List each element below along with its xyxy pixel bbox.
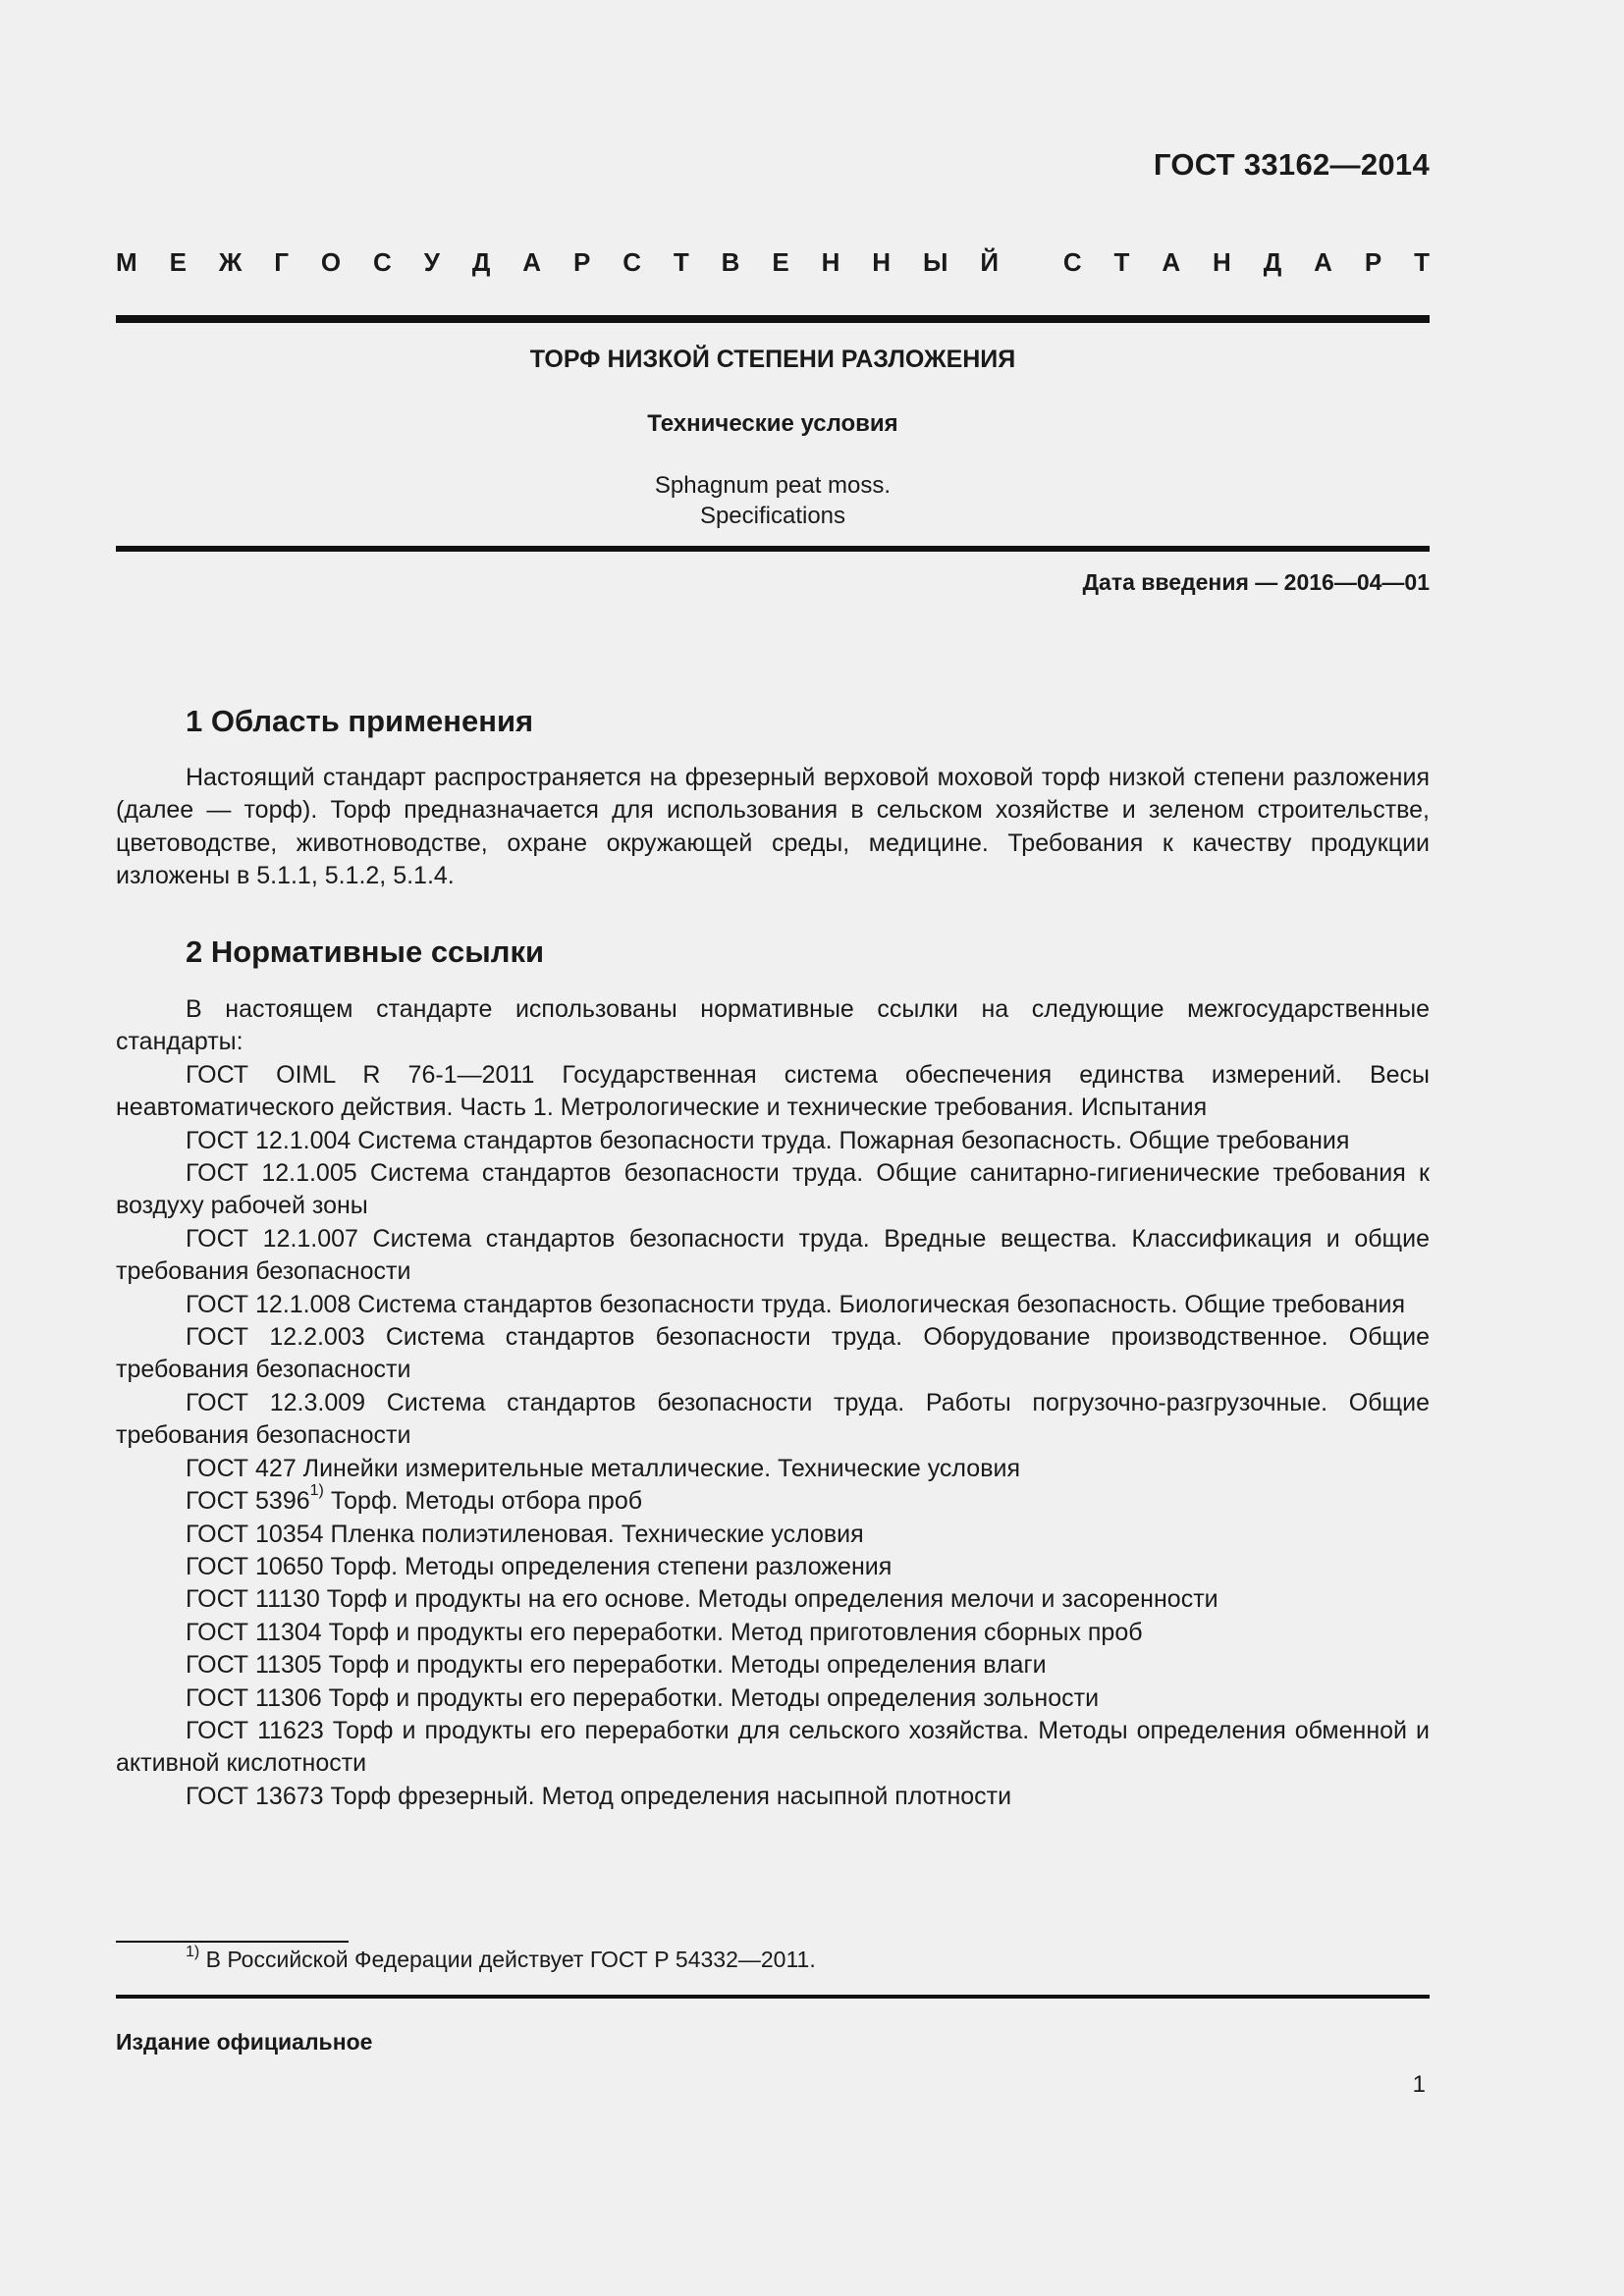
reference-item <box>116 1482 1430 1518</box>
banner-letter: В <box>721 247 740 277</box>
page-number: 1 <box>1412 2071 1426 2098</box>
banner-letter: Т <box>673 247 689 277</box>
paragraph: В настоящем стандарте использованы нормативные ссылки на следующие межгосударственные стандарты: <box>116 995 1430 1056</box>
reference-item: ГОСТ 13673 Торф фрезерный. Метод определения насыпной плотности <box>186 1782 1012 1810</box>
reference-item: ГОСТ 11623 Торф и продукты его переработки для сельского хозяйства. Методы определения обменной и активной кислотности <box>116 1716 1430 1778</box>
document-title: ТОРФ НИЗКОЙ СТЕПЕНИ РАЗЛОЖЕНИЯ <box>529 346 1016 373</box>
footnote-text: В Российской Федерации действует ГОСТ Р 54332—2011. <box>199 1947 816 1972</box>
reference-item: ГОСТ 12.1.008 Система стандартов безопасности труда. Биологическая безопасность. Общие требования <box>186 1290 1405 1318</box>
section-references-body <box>116 993 1430 1813</box>
interstate-standard-banner <box>116 247 1430 278</box>
bottom-divider <box>116 1995 1430 1999</box>
banner-letter: Н <box>821 247 840 277</box>
reference-item: ГОСТ 10650 Торф. Методы определения степени разложения <box>186 1552 893 1580</box>
reference-item: ГОСТ 12.3.009 Система стандартов безопасности труда. Работы погрузочно-разгрузочные. Общие требования безопасности <box>116 1388 1430 1450</box>
banner-letter: С <box>623 247 641 277</box>
reference-item: ГОСТ 11306 Торф и продукты его переработки. Методы определения зольности <box>186 1683 1100 1712</box>
reference-code: ГОСТ 5396 <box>186 1487 310 1516</box>
banner-letter: Е <box>772 247 789 277</box>
reference-item: ГОСТ 12.1.005 Система стандартов безопасности труда. Общие санитарно-гигиенические требования к воздуху рабочей зоны <box>116 1159 1430 1220</box>
banner-letter: Д <box>1263 247 1282 277</box>
banner-letter: Й <box>980 247 1000 277</box>
footnote-marker[interactable]: 1) <box>309 1482 324 1500</box>
banner-letter: А <box>1162 247 1181 277</box>
paragraph: Настоящий стандарт распространяется на фрезерный верховой моховой торф низкой степени разложения (далее — торф). Торф предназначается для использования в сельском хозяйстве и зеленом строительстве, цветоводстве, животноводстве, охране окружающей среды, медицине. Требования к качеству продукции изложены в 5.1.1, 5.1.2, 5.1.4. <box>116 764 1430 890</box>
banner-letter: А <box>1314 247 1332 277</box>
reference-item: ГОСТ 12.1.004 Система стандартов безопасности труда. Пожарная безопасность. Общие требования <box>186 1126 1350 1154</box>
banner-letter: Т <box>1414 247 1430 277</box>
banner-letter: Т <box>1113 247 1130 277</box>
document-subtitle: Технические условия <box>647 410 898 437</box>
reference-item: ГОСТ 12.1.007 Система стандартов безопасности труда. Вредные вещества. Классификация и общие требования безопасности <box>116 1224 1430 1286</box>
section-heading-references: 2 Нормативные ссылки <box>186 934 545 969</box>
top-divider <box>116 315 1430 323</box>
standard-code: ГОСТ 33162—2014 <box>1153 147 1430 182</box>
banner-letter: Н <box>872 247 892 277</box>
banner-letter: У <box>423 247 440 277</box>
section-heading-scope: 1 Область применения <box>186 704 534 738</box>
banner-letter: Е <box>169 247 187 277</box>
reference-item: ГОСТ 10354 Пленка полиэтиленовая. Технические условия <box>186 1520 864 1548</box>
banner-letter: Р <box>572 247 591 277</box>
reference-item: ГОСТ 11304 Торф и продукты его переработки. Метод приготовления сборных проб <box>186 1618 1143 1646</box>
banner-letter: С <box>1062 247 1082 277</box>
banner-letter: Ы <box>922 247 948 277</box>
official-edition-label: Издание официальное <box>116 2029 373 2055</box>
reference-item: ГОСТ 12.2.003 Система стандартов безопасности труда. Оборудование производственное. Общие требования безопасности <box>116 1323 1430 1384</box>
reference-item: ГОСТ 427 Линейки измерительные металлические. Технические условия <box>186 1454 1020 1482</box>
banner-letter: С <box>373 247 392 277</box>
footnote <box>186 1944 816 1973</box>
reference-item: ГОСТ OIML R 76-1—2011 Государственная система обеспечения единства измерений. Весы неавтоматического действия. Часть 1. Метрологические и технические требования. Испытания <box>116 1060 1430 1122</box>
introduction-date: Дата введения — 2016—04—01 <box>1082 569 1430 595</box>
banner-letter: Р <box>1364 247 1382 277</box>
english-title-line: Specifications <box>699 503 846 529</box>
banner-letter: Ж <box>218 247 243 277</box>
banner-letter: Г <box>274 247 289 277</box>
reference-title: Торф. Методы отбора проб <box>323 1487 643 1516</box>
banner-letter: А <box>522 247 542 277</box>
banner-letter: О <box>320 247 342 277</box>
footnote-separator <box>116 1941 349 1943</box>
banner-letter: Н <box>1213 247 1231 277</box>
footnote-marker: 1) <box>186 1944 200 1960</box>
reference-item: ГОСТ 11130 Торф и продукты на его основе. Методы определения мелочи и засоренности <box>186 1585 1218 1614</box>
english-title <box>116 470 1430 531</box>
english-title-line: Sphagnum peat moss. <box>654 472 892 499</box>
reference-item: ГОСТ 11305 Торф и продукты его переработки. Методы определения влаги <box>186 1651 1047 1680</box>
section-scope-body <box>116 762 1430 893</box>
title-divider <box>116 546 1430 552</box>
banner-letter: Д <box>471 247 491 277</box>
banner-letter: М <box>116 247 137 277</box>
